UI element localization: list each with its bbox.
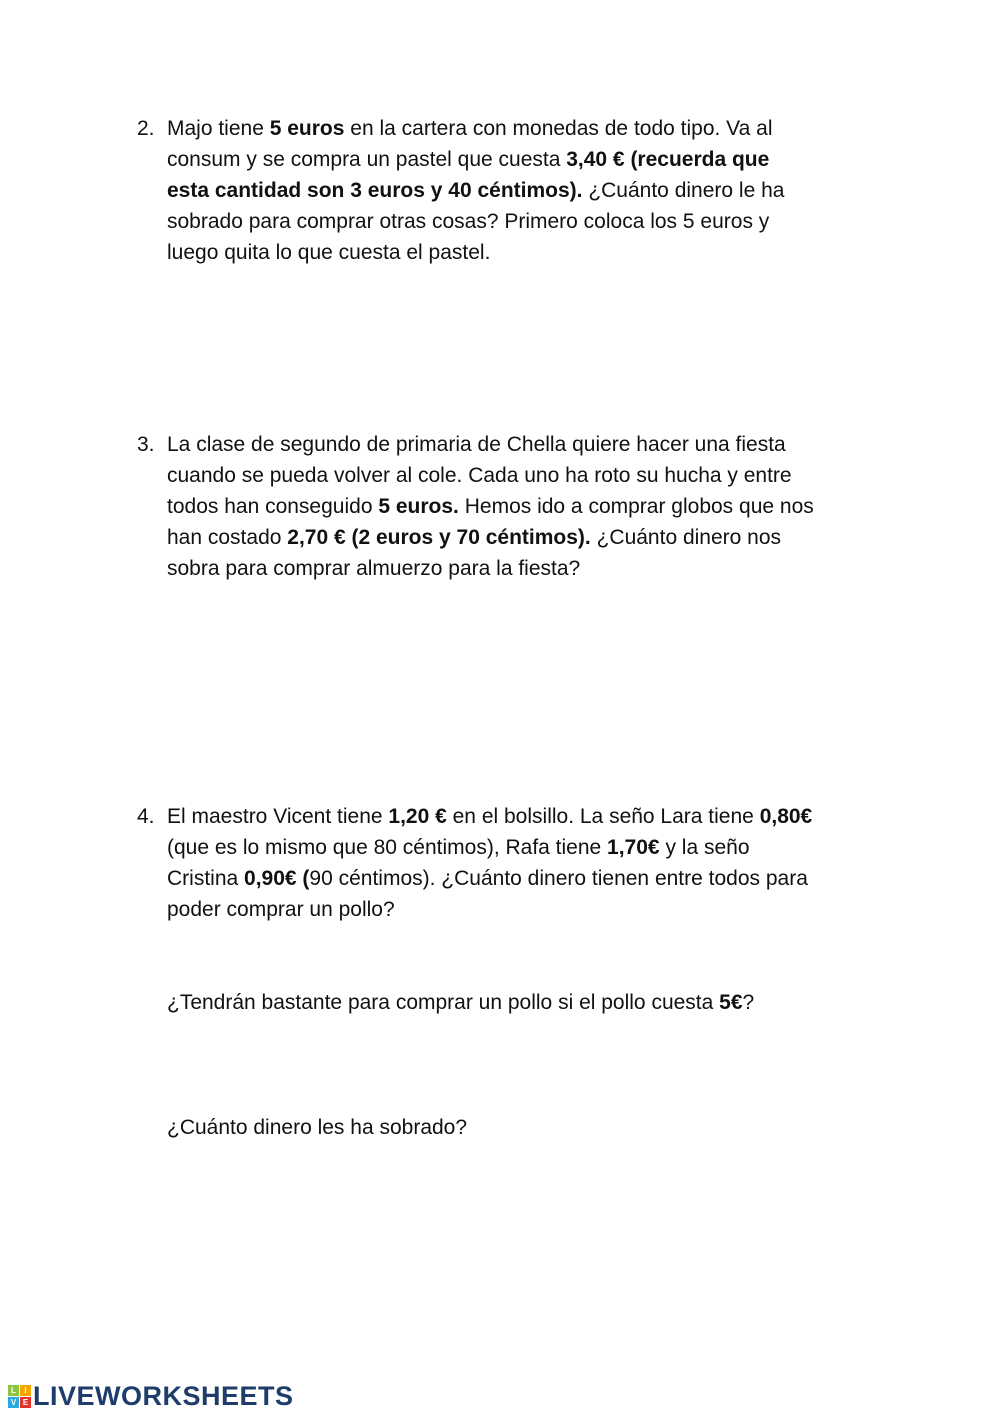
logo-text: LIVEWORKSHEETS [33,1381,294,1411]
bold-text: 2,70 € (2 euros y 70 céntimos). [287,526,591,549]
text: sobra para comprar almuerzo para la fiesta? [167,557,581,580]
text-line [167,553,814,584]
text: ¿Cuánto dinero les ha sobrado? [167,1116,468,1139]
text: Hemos ido a comprar globos que nos [458,495,814,518]
text-line [167,206,784,237]
text-line [167,144,784,175]
text-line [167,832,812,863]
bold-text: 3,40 € (recuerda que [566,148,770,171]
text: El maestro Vicent tiene [167,805,389,828]
bold-text: esta cantidad son 3 euros y 40 céntimos). [167,179,583,202]
text-line [167,491,814,522]
problem-text [167,429,814,584]
text-line [167,894,812,925]
logo-mark-icon [8,1385,31,1408]
liveworksheets-logo [8,1381,294,1412]
bold-text: 5€ [719,991,743,1014]
bold-text: 1,20 € [388,805,447,828]
text: sobrado para comprar otras cosas? Primero coloca los 5 euros y [167,210,770,233]
text: ¿Tendrán bastante para comprar un pollo si el pollo cuesta [167,991,720,1014]
text-line [167,113,784,144]
problem-2 [137,113,784,268]
text: La clase de segundo de primaria de Chella quiere hacer una fiesta [167,433,786,456]
text-line [167,863,812,894]
text: todos han conseguido [167,495,379,518]
problem-4 [137,801,812,925]
text-line [167,460,814,491]
text-line [167,429,814,460]
text: Majo tiene [167,117,270,140]
logo-letter: I [20,1385,31,1396]
text: cuando se pueda volver al cole. Cada uno ha roto su hucha y entre [167,464,792,487]
text: Cristina [167,867,245,890]
logo-letter: L [8,1385,19,1396]
bold-text: 5 euros. [378,495,459,518]
text: y la seño [659,836,750,859]
text-line [167,237,784,268]
logo-letter: V [8,1397,19,1408]
text: ? [742,991,755,1014]
text: (que es lo mismo que 80 céntimos), Rafa tiene [167,836,608,859]
problem-number: 2. [137,117,155,140]
bold-text: 0,90€ ( [244,867,310,890]
bold-text: 1,70€ [607,836,660,859]
problem-text [167,113,784,268]
text-line [167,522,814,553]
text-line [167,175,784,206]
text: en el bolsillo. La seño Lara tiene [446,805,760,828]
question-money-left [167,1112,467,1143]
text: ¿Cuánto dinero le ha [582,179,785,202]
text: poder comprar un pollo? [167,898,395,921]
text: consum y se compra un pastel que cuesta [167,148,567,171]
problem-3 [137,429,814,584]
text: luego quita lo que cuesta el pastel. [167,241,491,264]
text: han costado [167,526,288,549]
bold-text: 5 euros [269,117,345,140]
text-line [167,801,812,832]
problem-text [167,801,812,925]
logo-letter: E [20,1397,31,1408]
text: ¿Cuánto dinero nos [590,526,782,549]
text: en la cartera con monedas de todo tipo. Va al [344,117,773,140]
problem-number: 4. [137,805,155,828]
bold-text: 0,80€ [759,805,813,828]
text: 90 céntimos). ¿Cuánto dinero tienen entre todos para [309,867,808,890]
question-enough-for-chicken [167,987,754,1018]
problem-number: 3. [137,433,155,456]
